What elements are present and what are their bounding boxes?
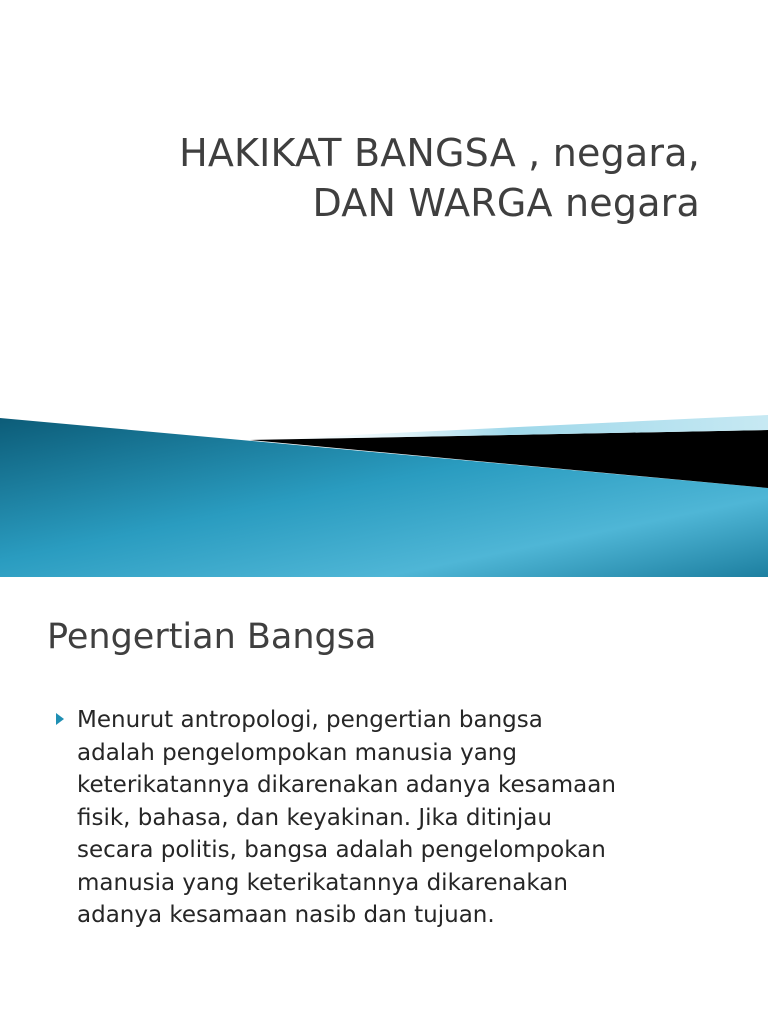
bullet-line: Menurut antropologi, pengertian bangsa	[77, 707, 543, 733]
bullet-line: fisik, bahasa, dan keyakinan. Jika ditinjau	[77, 804, 552, 831]
bullet-line: manusia yang keterikatannya dikarenakan	[77, 869, 568, 896]
bullet-line: secara politis, bangsa adalah pengelompokan	[77, 837, 606, 863]
bullet-line: keterikatannya dikarenakan adanya kesamaan	[77, 772, 616, 798]
slide-title	[0, 128, 700, 228]
bullet-line: adalah pengelompokan manusia yang	[77, 739, 517, 766]
triangle-bullet-icon	[56, 713, 64, 725]
content-heading: Pengertian Bangsa	[47, 617, 377, 657]
bullet-line: adanya kesamaan nasib dan tujuan.	[77, 902, 495, 928]
title-line-1: HAKIKAT BANGSA , negara,	[179, 131, 700, 175]
decorative-banner	[0, 400, 768, 577]
title-line-2: DAN WARGA negara	[312, 181, 700, 225]
bullet-text	[77, 704, 737, 932]
